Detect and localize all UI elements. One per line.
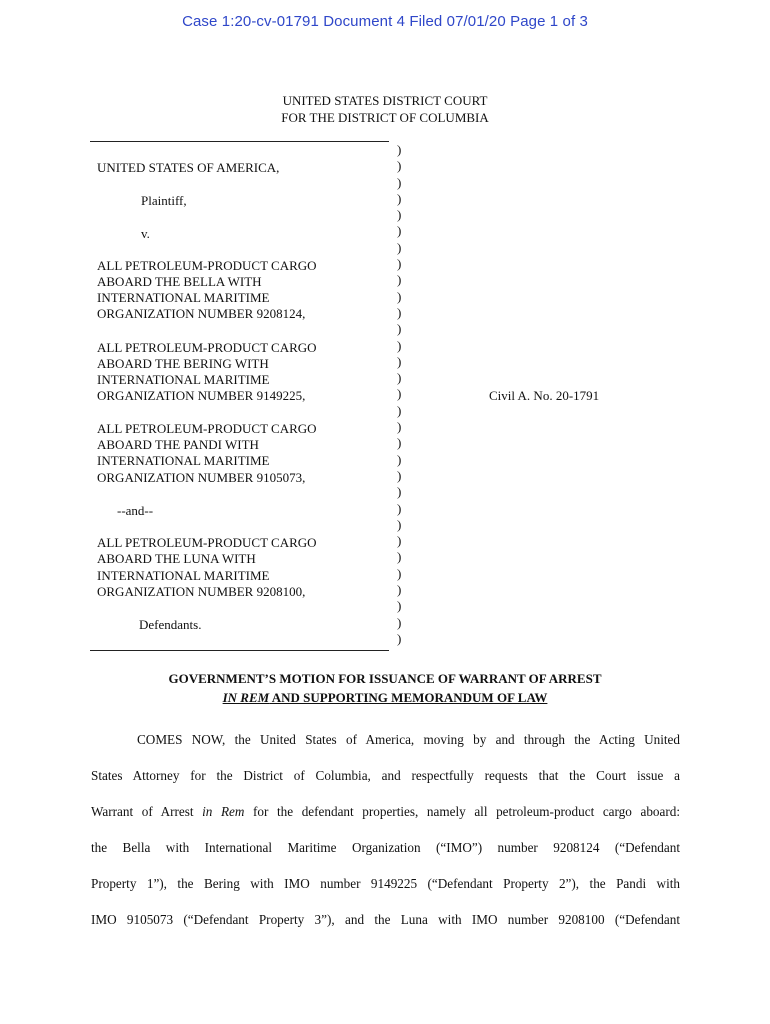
- caption-parenthesis: ): [397, 565, 402, 581]
- body-paragraph: [91, 731, 680, 948]
- court-name: UNITED STATES DISTRICT COURT: [282, 93, 488, 108]
- caption-parenthesis: ): [397, 239, 402, 255]
- caption-parenthesis: ): [397, 484, 402, 500]
- caption-parenthesis: ): [397, 142, 402, 157]
- body-line-text: the Bella with International Maritime Organization (“IMO”) number 9208124 (“Defendant: [91, 840, 680, 856]
- body-line-text: States Attorney for the District of Columbia, and respectfully requests that the Court issue a: [91, 768, 680, 784]
- caption-parenthesis: ): [397, 370, 402, 386]
- motion-title-line1: GOVERNMENT’S MOTION FOR ISSUANCE OF WARRANT OF ARREST: [168, 671, 602, 686]
- caption-parenthesis: ): [397, 549, 402, 565]
- caption-parenthesis-column: [397, 142, 401, 647]
- caption-parenthesis: ): [397, 272, 402, 288]
- body-line: [91, 767, 680, 803]
- defendant-line: ABOARD THE BERING WITH: [97, 356, 269, 371]
- body-line-text: IMO 9105073 (“Defendant Property 3”), and the Luna with IMO number 9208100 (“Defendant: [91, 912, 680, 928]
- plaintiff-role: Plaintiff,: [141, 193, 187, 208]
- caption-bottom-rule: [90, 650, 389, 651]
- defendant-line: ORGANIZATION NUMBER 9208124,: [97, 306, 306, 321]
- caption-parenthesis: ): [397, 451, 402, 467]
- plaintiff-name: UNITED STATES OF AMERICA,: [97, 160, 280, 175]
- caption-parenthesis: ): [397, 174, 402, 190]
- caption-parenthesis: ): [397, 353, 402, 369]
- defendant-line: INTERNATIONAL MARITIME: [97, 568, 270, 583]
- defendants-role: Defendants.: [139, 617, 202, 632]
- caption-parenthesis: ): [397, 158, 402, 174]
- caption-parenthesis: ): [397, 190, 402, 206]
- motion-title-line2: [0, 688, 770, 707]
- defendant-line: ALL PETROLEUM-PRODUCT CARGO: [97, 421, 317, 436]
- caption-parenthesis: ): [397, 419, 402, 435]
- defendant-line: ABOARD THE PANDI WITH: [97, 437, 259, 452]
- defendant-line: ORGANIZATION NUMBER 9208100,: [97, 584, 306, 599]
- caption-top-rule: [90, 141, 389, 142]
- caption-parenthesis: ): [397, 223, 402, 239]
- caption-parenthesis: ): [397, 207, 402, 223]
- caption-parenthesis: ): [397, 402, 402, 418]
- body-text-run: for the defendant properties, namely all petroleum-product cargo aboard:: [244, 804, 681, 820]
- motion-title-rest: AND SUPPORTING MEMORANDUM OF LAW: [269, 690, 548, 705]
- defendant-line: ORGANIZATION NUMBER 9149225,: [97, 388, 306, 403]
- defendant-line: ORGANIZATION NUMBER 9105073,: [97, 470, 306, 485]
- defendant-line: ABOARD THE LUNA WITH: [97, 551, 256, 566]
- body-text-run: Warrant of Arrest: [91, 804, 203, 820]
- caption-parenthesis: ): [397, 533, 402, 549]
- defendant-line: ABOARD THE BELLA WITH: [97, 274, 262, 289]
- civil-action-number: Civil A. No. 20-1791: [489, 388, 600, 403]
- body-line: [91, 839, 680, 875]
- defendant-line: ALL PETROLEUM-PRODUCT CARGO: [97, 258, 317, 273]
- defendant-line: INTERNATIONAL MARITIME: [97, 453, 270, 468]
- defendant-line: ALL PETROLEUM-PRODUCT CARGO: [97, 535, 317, 550]
- body-text-italic: in Rem: [202, 804, 245, 820]
- court-heading: [0, 93, 770, 126]
- caption-parenthesis: ): [397, 386, 402, 402]
- caption-parenthesis: ): [397, 614, 402, 630]
- caption-parenthesis: ): [397, 435, 402, 451]
- body-line-text: COMES NOW, the United States of America, moving by and through the Acting United: [137, 732, 680, 747]
- caption-parenthesis: ): [397, 288, 402, 304]
- versus-label: v.: [141, 226, 150, 241]
- caption-parenthesis: ): [397, 321, 402, 337]
- motion-title-italic: IN REM: [222, 690, 270, 705]
- body-line: [91, 803, 680, 839]
- caption-parenthesis: ): [397, 467, 402, 483]
- caption-parenthesis: ): [397, 304, 402, 320]
- court-district: FOR THE DISTRICT OF COLUMBIA: [281, 109, 489, 125]
- caption-parenthesis: ): [397, 337, 402, 353]
- body-line: [91, 731, 680, 767]
- case-header-stamp: Case 1:20-cv-01791 Document 4 Filed 07/01/20 Page 1 of 3: [182, 13, 588, 30]
- defendant-line: ALL PETROLEUM-PRODUCT CARGO: [97, 340, 317, 355]
- caption-parenthesis: ): [397, 582, 402, 598]
- caption-parenthesis: ): [397, 256, 402, 272]
- caption-parenthesis: ): [397, 516, 402, 532]
- caption-parenthesis: ): [397, 630, 402, 646]
- motion-title: [0, 669, 770, 707]
- defendant-line: INTERNATIONAL MARITIME: [97, 290, 270, 305]
- body-line: [91, 911, 680, 947]
- caption-parenthesis: ): [397, 500, 402, 516]
- defendant-line: INTERNATIONAL MARITIME: [97, 372, 270, 387]
- and-separator: --and--: [117, 503, 154, 518]
- body-line-text: [91, 803, 680, 839]
- body-line-text: Property 1”), the Bering with IMO number 9149225 (“Defendant Property 2”), the Pandi with: [91, 876, 680, 892]
- caption-parenthesis: ): [397, 598, 402, 614]
- body-line: [91, 875, 680, 911]
